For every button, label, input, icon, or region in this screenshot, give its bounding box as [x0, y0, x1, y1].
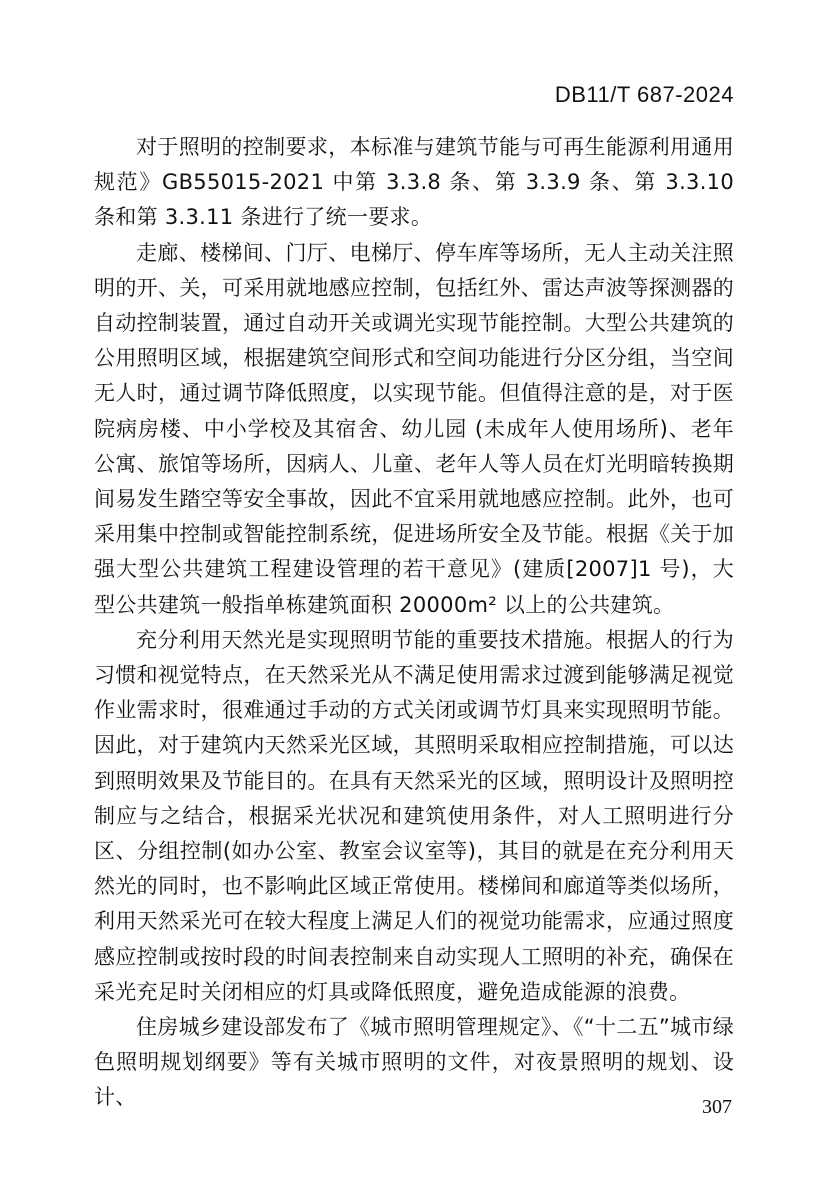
- standard-code-header: DB11/T 687-2024: [554, 82, 734, 107]
- paragraph-urban-lighting-regulations: 住房城乡建设部发布了《城市照明管理规定》、《“十二五”城市绿色照明规划纲要》等有关城市照明的文件，对夜景照明的规划、设计、: [94, 1015, 734, 1110]
- paragraph-lighting-control-requirements: 对于照明的控制要求，本标准与建筑节能与可再生能源利用通用规范》GB55015-2021 中第 3.3.8 条、第 3.3.9 条、第 3.3.10 条和第 3.3.11 条进行了统一要求。: [94, 135, 734, 230]
- page-number: 307: [702, 1096, 732, 1118]
- paragraph-sensor-control: 走廊、楼梯间、门厅、电梯厅、停车库等场所，无人主动关注照明的开、关，可采用就地感应控制，包括红外、雷达声波等探测器的自动控制装置，通过自动开关或调光实现节能控制。大型公共建筑的公用照明区域，根据建筑空间形式和空间功能进行分区分组，当空间无人时，通过调节降低照度，以实现节能。但值得注意的是，对于医院病房楼、中小学校及其宿舍、幼儿园 (未成年人使用场所)、老年公寓、旅馆等场所，因病人、儿童、老年人等人员在灯光明暗转换期间易发生踏空等安全事故，因此不宜采用就地感应控制。此外，也可采用集中控制或智能控制系统，促进场所安全及节能。根据《关于加强大型公共建筑工程建设管理的若干意见》(建质[2007]1 号)，大型公共建筑一般指单栋建筑面积 20000m² 以上的公共建筑。: [94, 240, 734, 617]
- body-text: [94, 130, 734, 1116]
- paragraph-daylight-utilization: 充分利用天然光是实现照明节能的重要技术措施。根据人的行为习惯和视觉特点，在天然采光从不满足使用需求过渡到能够满足视觉作业需求时，很难通过手动的方式关闭或调节灯具来实现照明节能。因此，对于建筑内天然采光区域，其照明采取相应控制措施，可以达到照明效果及节能目的。在具有天然采光的区域，照明设计及照明控制应与之结合，根据采光状况和建筑使用条件，对人工照明进行分区、分组控制(如办公室、教室会议室等)，其目的就是在充分利用天然光的同时，也不影响此区域正常使用。楼梯间和廊道等类似场所，利用天然采光可在较大程度上满足人们的视觉功能需求，应通过照度感应控制或按时段的时间表控制来自动实现人工照明的补充，确保在采光充足时关闭相应的灯具或降低照度，避免造成能源的浪费。: [94, 627, 734, 1004]
